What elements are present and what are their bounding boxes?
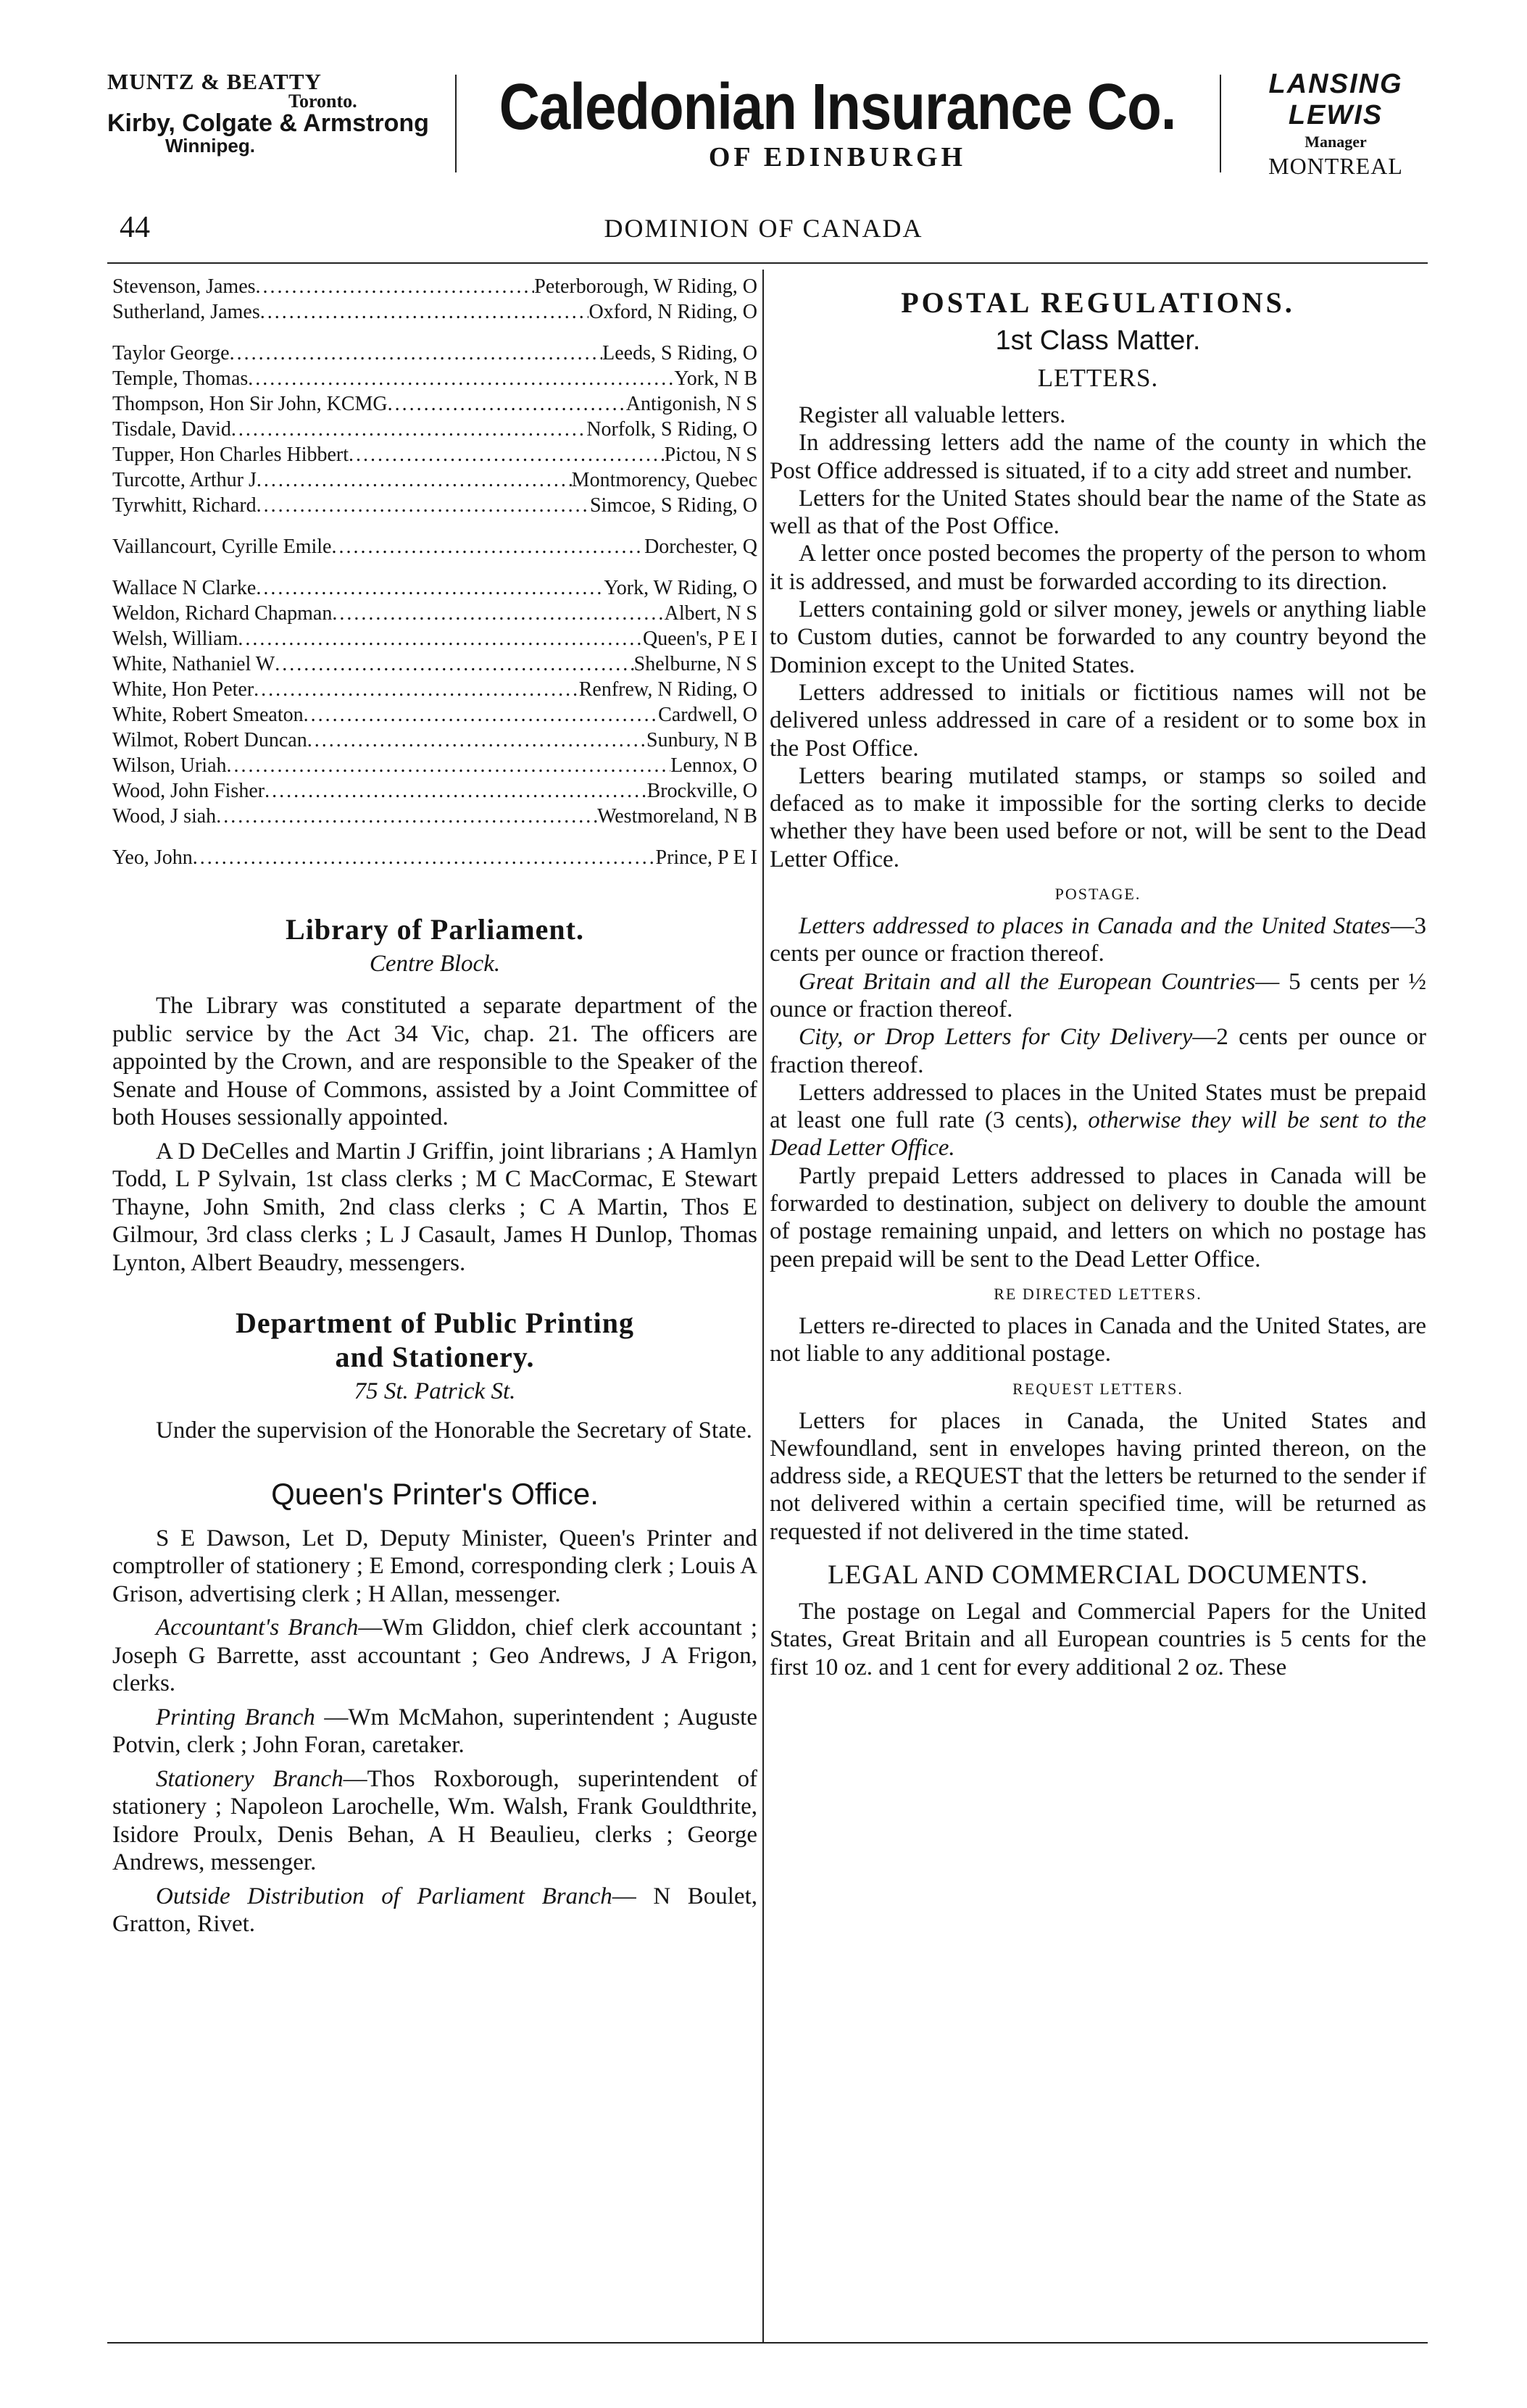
redirected-heading: RE DIRECTED LETTERS. — [994, 1284, 1202, 1303]
leader-dots — [349, 442, 665, 467]
member-name: Wilmot, Robert Duncan — [112, 729, 307, 751]
postage-q2-text: — 5 cents per ½ ounce or fraction thereof. — [770, 968, 1426, 1022]
outside-distribution-label: Outside Distribution of Parliament Branch — [156, 1883, 612, 1909]
agent-line-2: Toronto. — [288, 91, 357, 112]
postage-q3-text: —2 cents per ounce or fraction thereof. — [770, 1024, 1426, 1078]
member-row — [112, 702, 757, 728]
member-name: Wallace N Clarke — [112, 577, 257, 599]
running-head — [0, 210, 1527, 246]
leader-dots — [388, 391, 626, 417]
printing-branch — [112, 1704, 757, 1759]
member-name: Wood, John Fisher — [112, 780, 265, 802]
leader-dots — [332, 601, 664, 626]
leader-dots — [193, 845, 656, 870]
members-group-w — [112, 575, 757, 829]
header-divider-left — [455, 75, 457, 172]
postage-q4 — [770, 1079, 1426, 1162]
library-paragraph-1: The Library was constituted a separate department of the public service by the Act 34 Vic, chap. 21. The officers are appointed by the Crown, and are responsible to the Speaker of the Senate and House of Commons, assisted by a Joint Committee of both Houses sessionally appointed. — [112, 993, 757, 1130]
member-row — [112, 575, 757, 601]
member-row — [112, 391, 757, 417]
postal-class: 1st Class Matter. — [995, 325, 1201, 356]
member-row — [112, 753, 757, 778]
postal-p5: Letters containing gold or silver money, jewels or anything liable to Custom duties, cannot be forwarded to any country beyond the Dominion except to the United States. — [770, 596, 1426, 678]
accountants-branch-text: —Wm Gliddon, chief clerk accountant ; Joseph G Barrette, asst accountant ; Geo Andrews, J A Frigon, clerks. — [112, 1615, 757, 1696]
member-constituency: Albert, N S — [664, 602, 757, 625]
request-heading: REQUEST LETTERS. — [1012, 1379, 1183, 1398]
member-constituency: Leeds, S Riding, O — [602, 342, 757, 364]
leader-dots — [231, 417, 586, 442]
printing-branch-label: Printing Branch — [156, 1704, 315, 1730]
postage-q3-italic: City, or Drop Letters for City Delivery — [799, 1024, 1193, 1051]
leader-dots — [307, 728, 646, 753]
member-name: Wilson, Uriah — [112, 754, 227, 777]
manager-city: MONTREAL — [1268, 153, 1403, 179]
member-constituency: Shelburne, N S — [633, 653, 757, 675]
postal-p1: Register all valuable letters. — [799, 402, 1066, 428]
page-title: DOMINION OF CANADA — [604, 214, 923, 243]
members-group-s — [112, 274, 757, 325]
member-name: Thompson, Hon Sir John, KCMG — [112, 393, 388, 415]
legal-paragraph: The postage on Legal and Commercial Papers for the United States, Great Britain and all European countries is 5 cents for the first 10 oz. and 1 cent for every additional 2 oz. These — [770, 1598, 1426, 1680]
postal-p6: Letters addressed to initials or fictitious names will not be delivered unless addressed in care of a resident or to some box in the Post Office. — [770, 679, 1426, 762]
queens-printer-heading: Queen's Printer's Office. — [271, 1476, 599, 1511]
leader-dots — [216, 804, 597, 829]
stationery-branch-label: Stationery Branch — [156, 1765, 344, 1792]
bottom-rule — [107, 2342, 1428, 2344]
agent-line-4: Winnipeg. — [165, 135, 255, 157]
member-row — [112, 534, 757, 559]
member-constituency: Prince, P E I — [655, 846, 757, 869]
stationery-branch — [112, 1765, 757, 1877]
member-name: White, Nathaniel W — [112, 653, 275, 675]
member-row — [112, 651, 757, 677]
member-name: Taylor George — [112, 342, 230, 364]
member-constituency: Westmoreland, N B — [597, 805, 757, 828]
members-group-y — [112, 845, 757, 870]
postal-heading: POSTAL REGULATIONS. — [901, 286, 1295, 319]
agent-line-1: MUNTZ & BEATTY — [107, 69, 322, 94]
leader-dots — [260, 299, 589, 325]
postage-q4-text: Letters addressed to places in the United States must be prepaid at least one full rate (3 cents), — [770, 1079, 1426, 1134]
leader-dots — [230, 341, 603, 366]
member-constituency: Sunbury, N B — [646, 729, 757, 751]
request-paragraph: Letters for places in Canada, the United States and Newfoundland, sent in envelopes having printed thereon, on the address side, a REQUEST that the letters be returned to the sender if not delivered within a certain specified time, will be returned as requested if not delivered in the time stated. — [770, 1407, 1426, 1545]
member-name: Turcotte, Arthur J — [112, 469, 257, 491]
letters-heading: LETTERS. — [1037, 364, 1159, 392]
member-constituency: Cardwell, O — [658, 704, 757, 726]
postage-q3 — [770, 1023, 1426, 1079]
leader-dots — [254, 677, 579, 702]
right-column — [770, 274, 1426, 1681]
postage-q5: Partly prepaid Letters addressed to places in Canada will be forwarded to destination, subject on delivery to double the amount of postage remaining unpaid, and letters on which no postage has peen prepaid will be sent to the Dead Letter Office. — [770, 1162, 1426, 1272]
member-name: Weldon, Richard Chapman — [112, 602, 333, 625]
member-row — [112, 467, 757, 493]
member-name: Sutherland, James — [112, 301, 260, 323]
leader-dots — [275, 651, 633, 677]
agent-line-3: Kirby, Colgate & Armstrong — [107, 109, 429, 137]
header-divider-right — [1220, 75, 1221, 172]
postage-q4-italic: otherwise they will be sent to the Dead Letter Office. — [770, 1107, 1426, 1162]
printing-heading-2: and Stationery. — [335, 1341, 535, 1373]
member-row — [112, 299, 757, 325]
member-constituency: Montmorency, Quebec — [571, 469, 757, 491]
leader-dots — [257, 467, 572, 493]
postage-q2-italic: Great Britain and all the European Countries — [799, 968, 1256, 995]
member-row — [112, 493, 757, 518]
leader-dots — [256, 575, 604, 601]
member-row — [112, 442, 757, 467]
member-name: Stevenson, James — [112, 275, 256, 298]
member-constituency: Lennox, O — [670, 754, 757, 777]
postage-heading: POSTAGE. — [1054, 885, 1141, 904]
outside-distribution-branch — [112, 1883, 757, 1938]
member-constituency: York, W Riding, O — [604, 577, 757, 599]
printing-branch-text: —Wm McMahon, superintendent ; Auguste Potvin, clerk ; John Foran, caretaker. — [112, 1704, 757, 1758]
postal-p7: Letters bearing mutilated stamps, or stamps so soiled and defaced as to make it impossible for the sorting clerks to decide whether they have been used before or not, will be sent to the Dead Letter Office. — [770, 762, 1426, 872]
page-number: 44 — [120, 211, 150, 244]
member-constituency: Dorchester, Q — [644, 536, 757, 558]
printing-address: 75 St. Patrick St. — [354, 1378, 516, 1404]
postal-p3: Letters for the United States should bear the name of the State as well as that of the Post Office. — [770, 485, 1426, 540]
accountants-branch-label: Accountant's Branch — [156, 1615, 359, 1641]
member-name: Tisdale, David — [112, 418, 231, 441]
library-heading: Library of Parliament. — [286, 913, 584, 946]
member-name: White, Robert Smeaton — [112, 704, 304, 726]
member-name: Yeo, John — [112, 846, 193, 869]
member-name: Welsh, William — [112, 628, 238, 650]
member-name: Temple, Thomas — [112, 367, 249, 390]
library-paragraph-2: A D DeCelles and Martin J Griffin, joint librarians ; A Hamlyn Todd, L P Sylvain, 1st class clerks ; M C MacCormac, E Stewart Thayne, John Smith, 2nd class clerks ; C A Martin, Thos E Gilmour, 3rd class clerks ; L J Casault, James H Dunlop, Thomas Lynton, Albert Beaudry, messengers. — [112, 1138, 757, 1276]
company-block — [462, 69, 1212, 173]
postage-q1-italic: Letters addressed to places in Canada and the United States — [799, 913, 1391, 940]
printing-paragraph: Under the supervision of the Honorable the Secretary of State. — [156, 1417, 752, 1443]
company-city: OF EDINBURGH — [708, 142, 967, 172]
member-row — [112, 626, 757, 651]
header-advertisement — [107, 69, 1434, 188]
members-group-v — [112, 534, 757, 559]
member-name: Vaillancourt, Cyrille Emile — [112, 536, 332, 558]
top-rule — [107, 262, 1428, 264]
members-group-t — [112, 341, 757, 518]
member-row — [112, 804, 757, 829]
redirected-paragraph: Letters re-directed to places in Canada and the United States, are not liable to any additional postage. — [770, 1312, 1426, 1367]
postage-q2 — [770, 968, 1426, 1024]
leader-dots — [227, 753, 671, 778]
leader-dots — [256, 274, 535, 299]
leader-dots — [238, 626, 643, 651]
printing-heading-1: Department of Public Printing — [235, 1307, 635, 1339]
manager-name: LANSING LEWIS — [1268, 69, 1403, 130]
stationery-branch-text: —Thos Roxborough, superintendent of stationery ; Napoleon Larochelle, Wm. Walsh, Frank Gouldthrite, Isidore Proulx, Denis Behan, A H Beaulieu, clerks ; George Andrews, messenger. — [112, 1765, 757, 1875]
column-rule — [762, 270, 764, 2342]
member-constituency: Peterborough, W Riding, O — [534, 275, 757, 298]
leader-dots — [257, 493, 590, 518]
member-constituency: Antigonish, N S — [625, 393, 757, 415]
queens-printer-paragraph: S E Dawson, Let D, Deputy Minister, Queen's Printer and comptroller of stationery ; E Emond, corresponding clerk ; Louis A Grison, advertising clerk ; H Allan, messenger. — [112, 1525, 757, 1607]
member-row — [112, 366, 757, 391]
member-row — [112, 417, 757, 442]
member-constituency: Norfolk, S Riding, O — [586, 418, 757, 441]
member-constituency: Oxford, N Riding, O — [588, 301, 757, 323]
member-row — [112, 845, 757, 870]
member-row — [112, 601, 757, 626]
postal-p2: In addressing letters add the name of the county in which the Post Office addressed is situated, if to a city add street and number. — [770, 430, 1426, 484]
member-name: Wood, J siah — [112, 805, 217, 828]
leader-dots — [331, 534, 644, 559]
member-constituency: Queen's, P E I — [643, 628, 757, 650]
member-constituency: York, N B — [674, 367, 757, 390]
member-constituency: Brockville, O — [646, 780, 757, 802]
postage-q1-text: —3 cents per ounce or fraction thereof. — [770, 913, 1426, 967]
leader-dots — [248, 366, 674, 391]
member-row — [112, 728, 757, 753]
postal-p4: A letter once posted becomes the property of the person to whom it is addressed, and must be forwarded according to its direction. — [770, 541, 1426, 595]
legal-heading: LEGAL AND COMMERCIAL DOCUMENTS. — [828, 1559, 1368, 1590]
member-name: Tupper, Hon Charles Hibbert — [112, 443, 349, 466]
member-row — [112, 274, 757, 299]
member-name: White, Hon Peter — [112, 678, 254, 701]
member-constituency: Simcoe, S Riding, O — [589, 494, 757, 517]
member-row — [112, 677, 757, 702]
leader-dots — [304, 702, 659, 728]
accountants-branch — [112, 1614, 757, 1698]
manager-block — [1234, 69, 1437, 180]
member-constituency: Pictou, N S — [664, 443, 757, 466]
manager-role: Manager — [1305, 133, 1367, 151]
company-name: Caledonian Insurance Co. — [499, 70, 1176, 143]
member-row — [112, 341, 757, 366]
member-constituency: Renfrew, N Riding, O — [578, 678, 757, 701]
outside-distribution-text: — N Boulet, Gratton, Rivet. — [112, 1883, 757, 1937]
agents-block — [107, 69, 448, 157]
left-column — [112, 274, 757, 1938]
member-name: Tyrwhitt, Richard — [112, 494, 257, 517]
library-subheading: Centre Block. — [369, 951, 501, 977]
postage-q1 — [770, 912, 1426, 968]
member-row — [112, 778, 757, 804]
leader-dots — [265, 778, 646, 804]
